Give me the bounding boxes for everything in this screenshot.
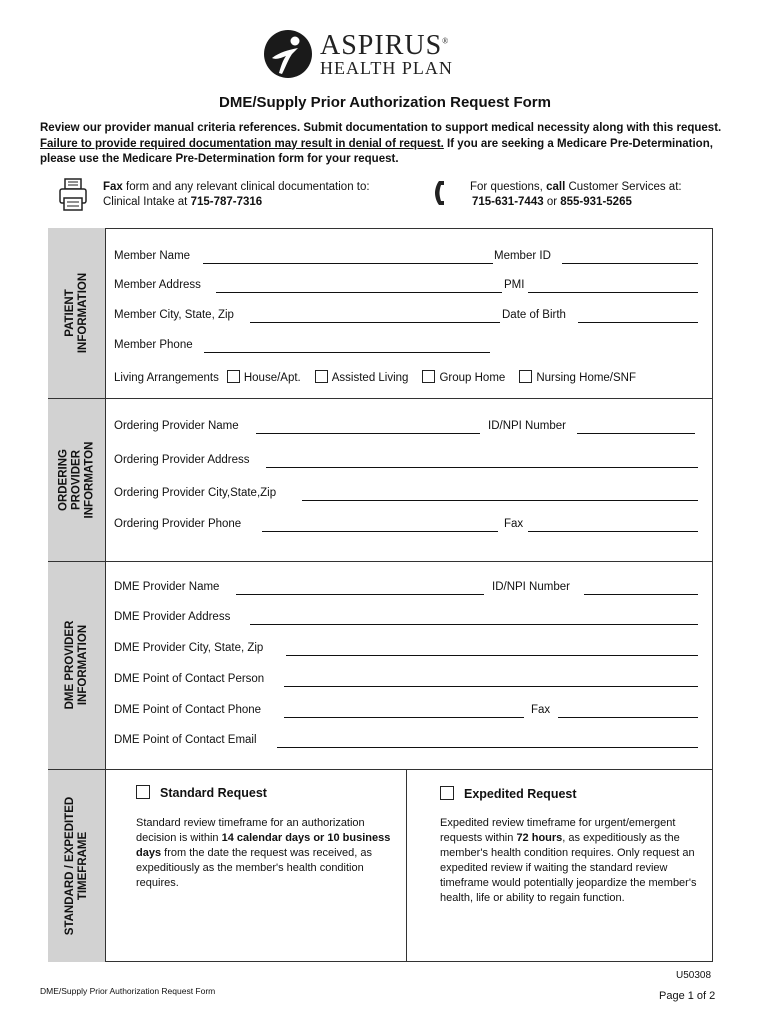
dob-label: Date of Birth xyxy=(502,309,566,321)
dme-contact-field[interactable] xyxy=(284,686,698,687)
ordering-npi-field[interactable] xyxy=(577,433,695,434)
dme-email-label: DME Point of Contact Email xyxy=(114,734,257,746)
dme-npi-field[interactable] xyxy=(584,594,698,595)
fax-machine-icon xyxy=(58,178,88,212)
member-phone-label: Member Phone xyxy=(114,339,193,351)
expedited-request-checkbox[interactable] xyxy=(440,786,454,800)
ordering-fax-label: Fax xyxy=(504,518,524,530)
member-address-field[interactable] xyxy=(216,292,502,293)
dme-name-label: DME Provider Name xyxy=(114,581,220,593)
timeframe-section-label: STANDARD / EXPEDITED TIMEFRAME xyxy=(48,769,106,962)
living-arrangements xyxy=(114,370,636,384)
patient-section-label: PATIENT INFORMATION xyxy=(48,228,106,398)
ordering-address-label: Ordering Provider Address xyxy=(114,454,250,466)
member-name-label: Member Name xyxy=(114,250,191,262)
standard-request-heading xyxy=(136,785,267,800)
dme-npi-label: ID/NPI Number xyxy=(492,581,570,593)
ordering-name-label: Ordering Provider Name xyxy=(114,420,239,432)
dme-contact-label: DME Point of Contact Person xyxy=(114,673,265,685)
ordering-phone-label: Ordering Provider Phone xyxy=(114,518,242,530)
aspirus-logo xyxy=(262,28,482,80)
aspirus-figure-icon xyxy=(262,28,314,80)
assisted-living-option-label: Assisted Living xyxy=(331,372,409,384)
ordering-fax-field[interactable] xyxy=(528,531,698,532)
section-divider xyxy=(48,561,713,562)
house-checkbox[interactable] xyxy=(227,370,240,383)
dme-phone-field[interactable] xyxy=(284,717,524,718)
ordering-name-field[interactable] xyxy=(256,433,480,434)
dme-phone-label: DME Point of Contact Phone xyxy=(114,704,262,716)
member-id-label: Member ID xyxy=(494,250,551,262)
living-arrangements-label: Living Arrangements xyxy=(114,372,219,384)
section-divider xyxy=(48,398,713,399)
nursing-home-option-label: Nursing Home/SNF xyxy=(536,372,637,384)
house-option-label: House/Apt. xyxy=(243,372,301,384)
member-phone-field[interactable] xyxy=(204,352,490,353)
member-address-label: Member Address xyxy=(114,279,201,291)
footer-form-name: DME/Supply Prior Authorization Request Form xyxy=(40,986,216,996)
ordering-address-field[interactable] xyxy=(266,467,698,468)
dme-city-field[interactable] xyxy=(286,655,698,656)
dme-city-label: DME Provider City, State, Zip xyxy=(114,642,264,654)
form-title: DME/Supply Prior Authorization Request Form xyxy=(219,94,551,111)
standard-request-checkbox[interactable] xyxy=(136,785,150,799)
dme-section-label: DME PROVIDER INFORMATION xyxy=(48,561,106,769)
phone-icon xyxy=(434,180,448,206)
intro-text: Review our provider manual criteria references. Submit documentation to support medical necessity along with this request. Failure to provide required documentation may result in denial of request. If you are seeking a Medicare Pre-Determination, please use the Medicare Pre-Determination form for your request. xyxy=(40,122,722,165)
footer-form-code: U50308 xyxy=(676,970,712,981)
expedited-request-text: Expedited review timeframe for urgent/emergent requests within 72 hours, as expeditiously as the member's health condition requires. Only request an expedited review if waiting the standard review timeframe would potentially jeopardize the member's health, life or ability to regain function. xyxy=(440,817,697,904)
expedited-request-label: Expedited Request xyxy=(464,787,577,801)
dme-email-field[interactable] xyxy=(277,747,698,748)
dme-name-field[interactable] xyxy=(236,594,484,595)
member-city-field[interactable] xyxy=(250,322,500,323)
ordering-phone-field[interactable] xyxy=(262,531,498,532)
fax-instructions: Fax form and any relevant clinical documentation to: Clinical Intake at 715-787-7316 xyxy=(103,181,370,208)
timeframe-divider xyxy=(406,769,407,962)
member-city-label: Member City, State, Zip xyxy=(114,309,234,321)
nursing-home-checkbox[interactable] xyxy=(519,370,532,383)
member-name-field[interactable] xyxy=(203,263,493,264)
member-id-field[interactable] xyxy=(562,263,698,264)
logo-name: ASPIRUS® xyxy=(320,30,450,61)
dme-fax-field[interactable] xyxy=(558,717,698,718)
ordering-city-label: Ordering Provider City,State,Zip xyxy=(114,487,277,499)
group-home-checkbox[interactable] xyxy=(422,370,435,383)
pmi-label: PMI xyxy=(504,279,525,291)
expedited-request-heading xyxy=(440,786,577,801)
standard-request-label: Standard Request xyxy=(160,786,267,800)
dob-field[interactable] xyxy=(578,322,698,323)
logo-subtitle: HEALTH PLAN xyxy=(320,58,453,78)
ordering-section-label: ORDERING PROVIDER INFORMATON xyxy=(48,398,106,561)
pmi-field[interactable] xyxy=(528,292,698,293)
section-divider xyxy=(48,769,713,770)
standard-request-text: Standard review timeframe for an authorization decision is within 14 calendar days or 10 business days from the date the request was received, as expeditiously as the member's health condition requires. xyxy=(136,817,391,889)
dme-address-label: DME Provider Address xyxy=(114,611,231,623)
assisted-living-checkbox[interactable] xyxy=(315,370,328,383)
group-home-option-label: Group Home xyxy=(439,372,506,384)
dme-fax-label: Fax xyxy=(531,704,551,716)
dme-address-field[interactable] xyxy=(250,624,698,625)
ordering-npi-label: ID/NPI Number xyxy=(488,420,566,432)
call-instructions: For questions, call Customer Services at: 715-631-7443 or 855-931-5265 xyxy=(470,181,682,208)
footer-page-number: Page 1 of 2 xyxy=(659,990,716,1002)
ordering-city-field[interactable] xyxy=(302,500,698,501)
